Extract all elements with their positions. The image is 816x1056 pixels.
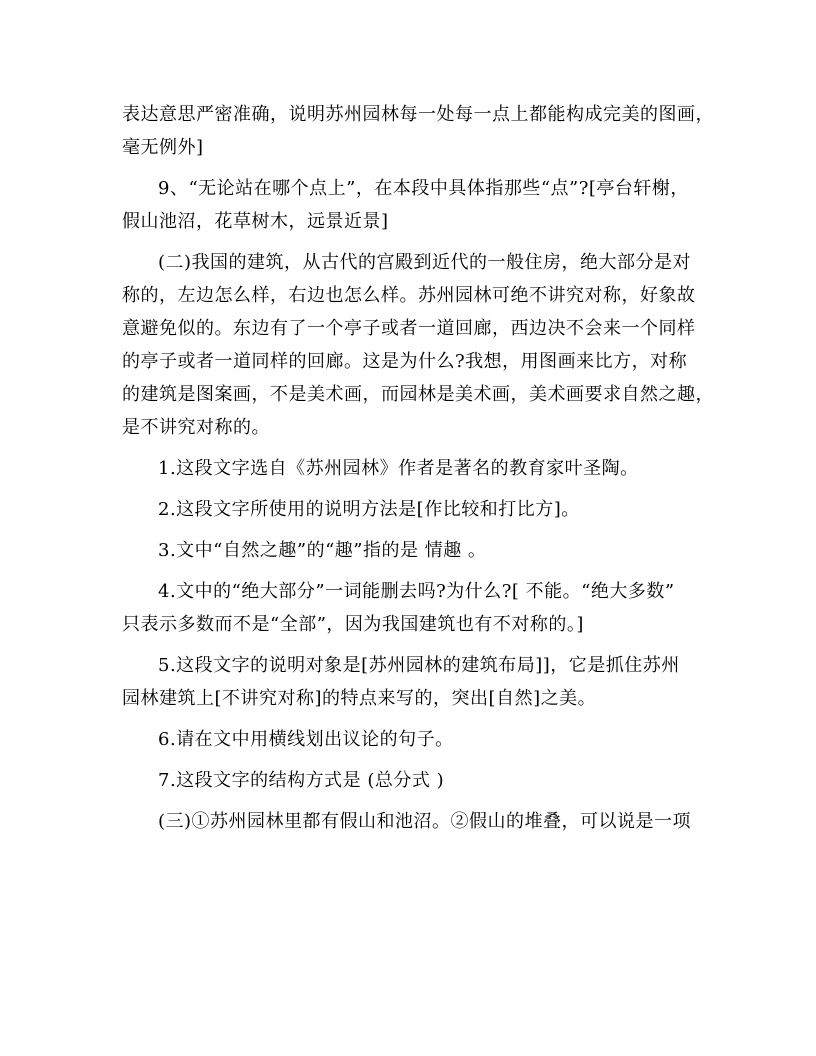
paragraph-question-2 bbox=[122, 493, 698, 526]
text-line: 2.这段文字所使用的说明方法是[作比较和打比方]。 bbox=[158, 499, 580, 520]
paragraph-question-7 bbox=[122, 764, 698, 797]
paragraph-question-6 bbox=[122, 723, 698, 756]
paragraph-question-9 bbox=[122, 172, 698, 238]
text-line: 假山池沼，花草树木，远景近景] bbox=[122, 211, 389, 232]
paragraph-section-3 bbox=[122, 805, 698, 838]
text-line: 是不讲究对称的。 bbox=[122, 417, 270, 438]
text-line: 6.请在文中用横线划出议论的句子。 bbox=[158, 729, 454, 750]
text-line: 3.文中“自然之趣”的“趣”指的是 情趣 。 bbox=[158, 540, 487, 561]
text-line: 4.文中的“绝大部分”一词能删去吗?为什么?[ 不能。“绝大多数” bbox=[158, 581, 675, 602]
text-line: 的建筑是图案画，不是美术画，而园林是美术画，美术画要求自然之趣， bbox=[122, 384, 714, 405]
text-line: 7.这段文字的结构方式是 (总分式 ) bbox=[158, 770, 445, 791]
text-line: (三)①苏州园林里都有假山和池沼。②假山的堆叠，可以说是一项 bbox=[158, 811, 692, 832]
text-line: 5.这段文字的说明对象是[苏州园林的建筑布局]]，它是抓住苏州 bbox=[158, 655, 680, 676]
paragraph-section-2 bbox=[122, 246, 714, 444]
paragraph-question-5 bbox=[122, 649, 698, 715]
document-body bbox=[122, 98, 714, 838]
text-line: 的亭子或者一道同样的回廊。这是为什么?我想，用图画来比方，对称 bbox=[122, 351, 688, 372]
paragraph-question-4 bbox=[122, 575, 698, 641]
text-line: 称的，左边怎么样，右边也怎么样。苏州园林可绝不讲究对称，好象故 bbox=[122, 285, 696, 306]
text-line: 表达意思严密准确，说明苏州园林每一处每一点上都能构成完美的图画， bbox=[122, 104, 714, 125]
paragraph-1 bbox=[122, 98, 714, 164]
text-line: (二)我国的建筑，从古代的宫殿到近代的一般住房，绝大部分是对 bbox=[158, 252, 692, 273]
text-line: 只表示多数而不是“全部”，因为我国建筑也有不对称的。] bbox=[122, 614, 584, 635]
text-line: 1.这段文字选自《苏州园林》作者是著名的教育家叶圣陶。 bbox=[158, 458, 639, 479]
paragraph-question-3 bbox=[122, 534, 698, 567]
text-line: 毫无例外] bbox=[122, 137, 204, 158]
paragraph-question-1 bbox=[122, 452, 698, 485]
text-line: 园林建筑上[不讲究对称]的特点来写的，突出[自然]之美。 bbox=[122, 688, 597, 709]
text-line: 意避免似的。东边有了一个亭子或者一道回廊，西边决不会来一个同样 bbox=[122, 318, 696, 339]
text-line: 9、“无论站在哪个点上”，在本段中具体指那些“点”?[亭台轩榭， bbox=[158, 178, 689, 199]
